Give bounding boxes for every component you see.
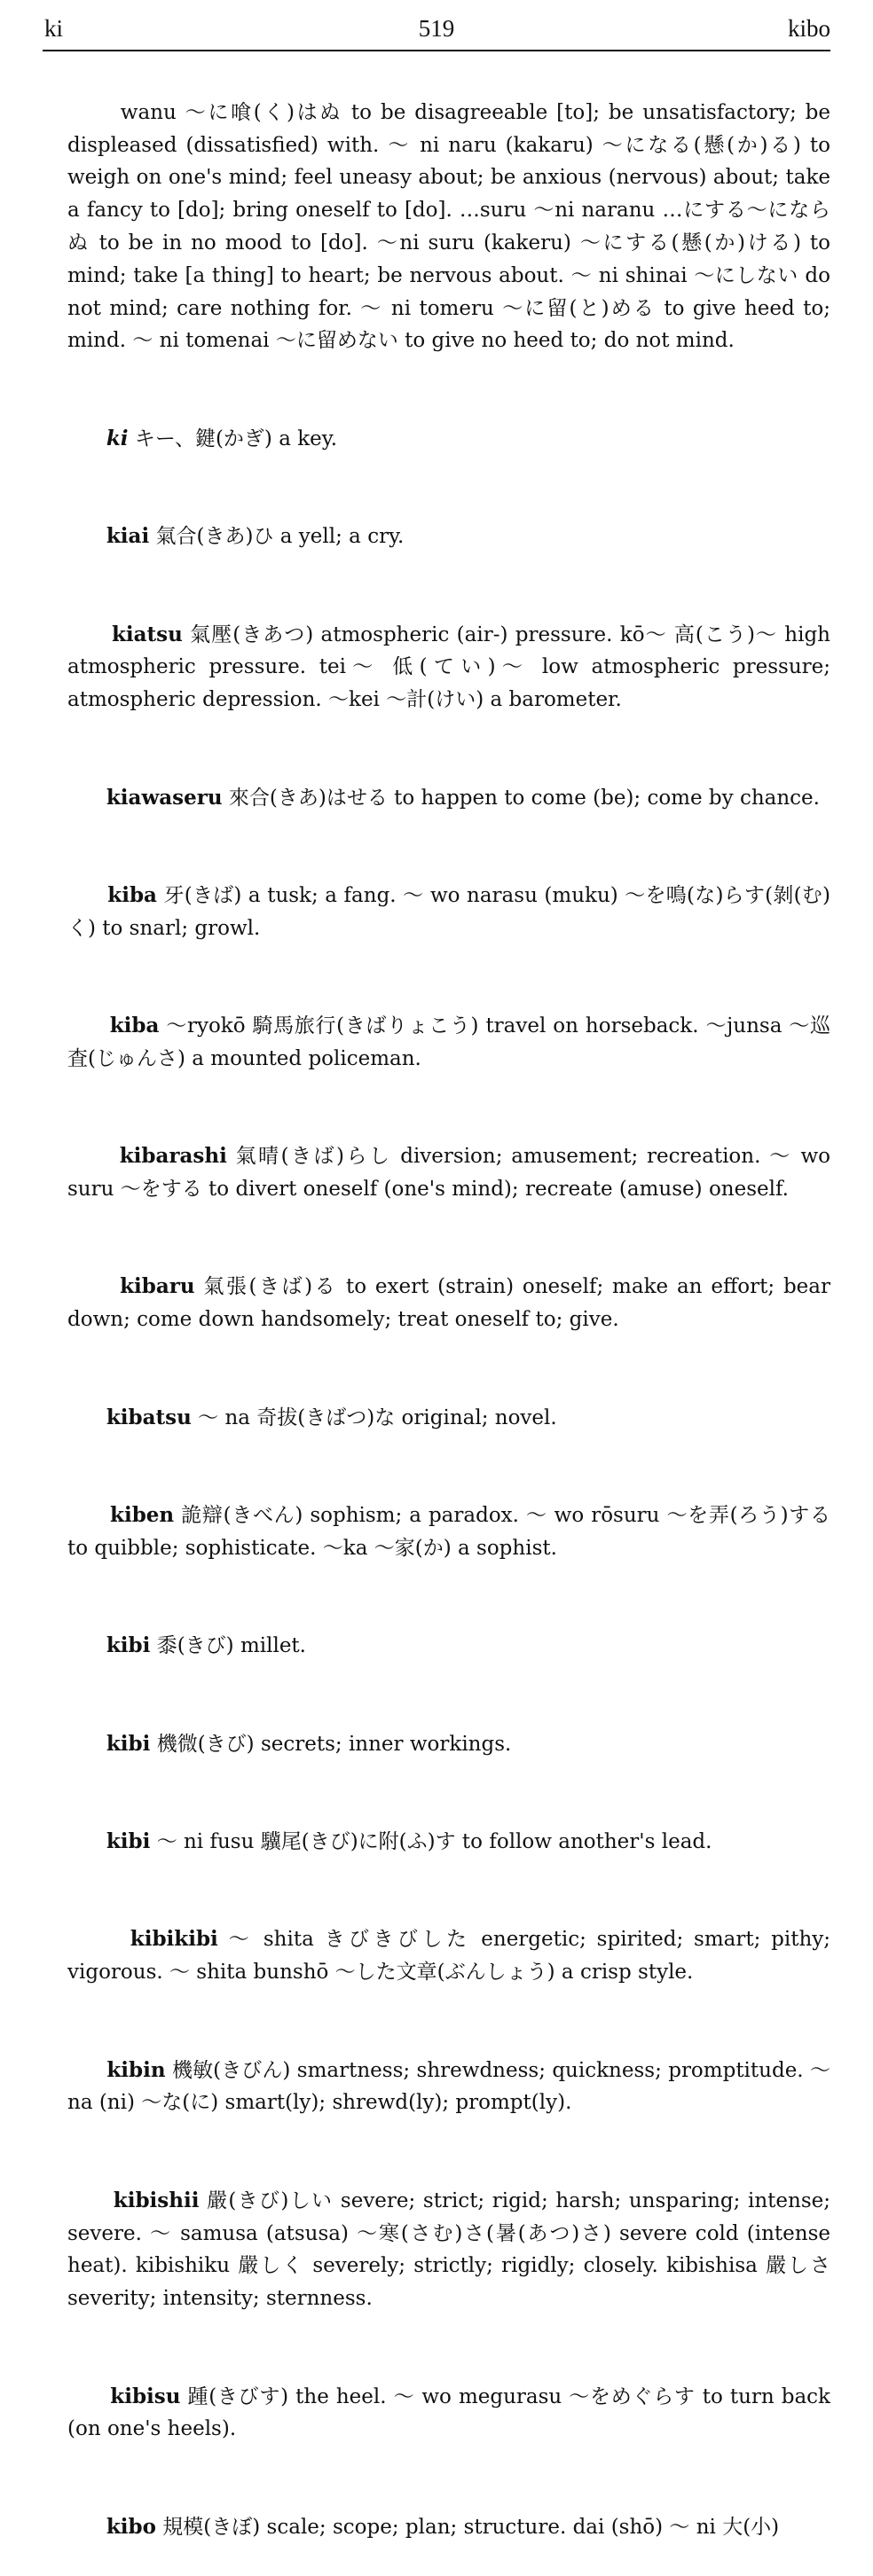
dictionary-entry [43, 1597, 830, 1695]
entry-text: ～ shita きびきびした energetic; spirited; smart; pithy; vigorous. ～ shita bunshō ～した文章(ぶんしょう) a crisp style. [67, 1928, 838, 1985]
dictionary-entry [43, 1369, 830, 1467]
dictionary-entry [43, 2152, 838, 2348]
entry-text: 嚴(きび)しい severe; strict; rigid; harsh; unsparing; intense; severe. ～ samusa (atsusa) ～寒(さむ)さ(暑(あつ)さ) severe cold (intense heat). kibishiku 嚴しく severely; strictly; rigidly; closely. kibishisa 嚴しさ severity; intensity; sternness. [67, 2188, 838, 2311]
entry-text: 詭辯(きべん) sophism; a paradox. ～ wo rōsuru ～を弄(ろう)する to quibble; sophisticate. ～ka ～家(か) a sophist. [67, 1504, 838, 1560]
entry-text: 牙(きば) a tusk; a fang. ～ wo narasu (muku) ～を鳴(な)らす(剝(む)く) to snarl; growl. [67, 883, 830, 940]
dictionary-entry [43, 488, 830, 585]
entry-headword: kiatsu [111, 622, 183, 646]
entry-text: 黍(きび) millet. [156, 1634, 306, 1658]
entry-list [43, 64, 838, 2576]
entry-headword: kibikibi [130, 1927, 218, 1952]
entry-text: 氣晴(きば)らし diversion; amusement; recreation. ～ wo suru ～をする to divert oneself (one's mind); recreate (amuse) oneself. [67, 1145, 838, 1202]
entry-text: 規模(きぼ) scale; scope; plan; structure. dai (shō) ～ ni 大(小) [162, 2515, 780, 2539]
entry-text: ～ryokō 騎馬旅行(きばりょこう) travel on horseback. ～junsa ～巡査(じゅんさ) a mounted policeman. [67, 1014, 830, 1070]
entry-headword: kibi [106, 1829, 151, 1854]
header-rule [43, 50, 830, 51]
entry-headword: kiba [109, 1014, 160, 1038]
dictionary-entry [43, 2348, 838, 2478]
dictionary-entry [43, 1695, 830, 1793]
entry-headword: kibarashi [119, 1144, 227, 1169]
entry-headword: kibaru [120, 1274, 195, 1299]
dictionary-entry [43, 390, 830, 488]
entry-headword: kibo [106, 2514, 156, 2539]
dictionary-entry [43, 1108, 838, 1239]
entry-headword: kibin [106, 2057, 166, 2082]
entry-headword: kiawaseru [106, 785, 223, 810]
entry-headword: kiai [106, 524, 150, 549]
entry-text: ～ na 奇拔(きばつ)な original; novel. [198, 1405, 557, 1429]
entry-headword: ki [106, 426, 129, 450]
dictionary-entry [43, 749, 830, 847]
entry-text: wanu ～に喰(く)はぬ to be disagreeable [to]; be unsatisfactory; be displeased (dissatisfied) with. ～ ni naru (kakaru) ～になる(懸(か)る) to weigh on one's mind; feel uneasy about; be anxious (nervous) about; take a fancy to [do]; bring oneself to [do]. …suru ～ni naranu …にする～にならぬ to be in no mood to [do]. ～ni suru (kakeru) ～にする(懸(か)ける) to mind; take [a thing] to heart; be nervous about. ～ ni shinai ～にしない do not mind; care nothing for. ～ ni tomeru ～に留(と)める to give heed to; mind. ～ ni tomenai ～に留めない to give no heed to; do not mind. [67, 100, 838, 353]
entry-text: 氣合(きあ)ひ a yell; a cry. [155, 525, 405, 549]
entry-text: 踵(きびす) the heel. ～ wo megurasu ～をめぐらす to turn back (on one's heels). [67, 2384, 838, 2441]
header-last-word: kibo [787, 15, 830, 42]
page-number: 519 [418, 15, 455, 42]
dictionary-entry [43, 1467, 838, 1597]
entry-text: 來合(きあ)はせる to happen to come (be); come by chance. [228, 786, 820, 810]
dictionary-entry [43, 1793, 830, 1891]
entry-text: 機微(きび) secrets; inner workings. [156, 1732, 512, 1756]
entry-headword: kibishii [113, 2188, 200, 2212]
dictionary-entry [43, 847, 830, 977]
entry-headword: kiben [110, 1503, 175, 1528]
entry-headword: kibi [106, 1731, 151, 1756]
dictionary-entry [43, 1239, 838, 1369]
header-first-word: ki [44, 15, 64, 42]
entry-text: キー、鍵(かぎ) a key. [134, 427, 338, 450]
entry-text: ～ ni fusu 驥尾(きび)に附(ふ)す to follow another's lead. [156, 1830, 712, 1854]
entry-text: 氣壓(きあつ) atmospheric (air-) pressure. kō～ 高(こう)～ high atmospheric pressure. tei～ 低(てい)～ low atmospheric pressure; atmospheric depression. ～kei ～計(けい) a barometer. [67, 622, 838, 712]
dictionary-entry [43, 2022, 838, 2152]
dictionary-entry [43, 586, 838, 749]
entry-headword: kiba [107, 882, 157, 907]
page-header [43, 12, 830, 44]
entry-text: 機敏(きびん) smartness; shrewdness; quickness; promptitude. ～ na (ni) ～な(に) smart(ly); shrewd(ly); prompt(ly). [67, 2058, 838, 2115]
dictionary-entry-continued [43, 64, 838, 390]
dictionary-entry [43, 1891, 838, 2022]
entry-headword: kibi [106, 1633, 151, 1658]
dictionary-entry [43, 2478, 830, 2576]
entry-text: 氣張(きば)る to exert (strain) oneself; make an effort; bear down; come down handsomely; treat oneself to; give. [67, 1275, 838, 1332]
entry-headword: kibatsu [106, 1405, 192, 1429]
dictionary-entry [43, 977, 830, 1108]
entry-headword: kibisu [110, 2384, 181, 2408]
